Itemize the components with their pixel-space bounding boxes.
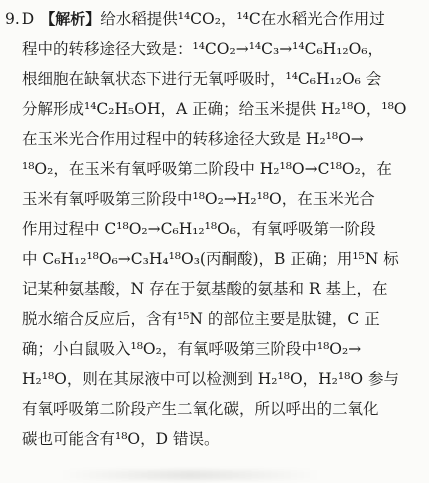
text-line-3: 根细胞在缺氧状态下进行无氧呼吸时，¹⁴C₆H₁₂O₆ 会 <box>22 70 382 88</box>
text-line-12: 确；小白鼠吸入¹⁸O₂，有氧呼吸第三阶段中¹⁸O₂→ <box>22 340 362 358</box>
analysis-label: 【解析】 <box>40 10 101 28</box>
scan-artifact <box>60 470 320 480</box>
text-line-13: H₂¹⁸O，则在其尿液中可以检测到 H₂¹⁸O，H₂¹⁸O 参与 <box>22 370 399 388</box>
text-line-14: 有氧呼吸第二阶段产生二氧化碳，所以呼出的二氧化 <box>22 400 379 418</box>
text-line-8: 作用过程中 C¹⁸O₂→C₆H₁₂¹⁸O₆，有氧呼吸第一阶段 <box>22 220 376 238</box>
text-line-15: 碳也可能含有¹⁸O，D 错误。 <box>22 430 220 448</box>
text-line-7: 玉米有氧呼吸第三阶段中¹⁸O₂→H₂¹⁸O，在玉米光合 <box>22 190 375 208</box>
text-line-11: 脱水缩合反应后，含有¹⁵N 的部位主要是肽键，C 正 <box>22 310 380 328</box>
answer-choice: D <box>21 10 35 28</box>
line-text: 给水稻提供¹⁴CO₂，¹⁴C在水稻光合作用过 <box>100 10 385 28</box>
text-line-9: 中 C₆H₁₂¹⁸O₆→C₃H₄¹⁸O₃(丙酮酸)，B 正确；用¹⁵N 标 <box>22 250 399 268</box>
question-number: 9. <box>5 10 20 28</box>
text-line-5: 在玉米光合作用过程中的转移途径大致是 H₂¹⁸O→ <box>22 130 364 148</box>
text-line-4: 分解形成¹⁴C₂H₅OH，A 正确；给玉米提供 H₂¹⁸O，¹⁸O <box>22 100 407 118</box>
text-line-1 <box>0 4 385 34</box>
text-line-6: ¹⁸O₂，在玉米有氧呼吸第二阶段中 H₂¹⁸O→C¹⁸O₂，在 <box>22 160 392 178</box>
text-line-2: 程中的转移途径大致是：¹⁴CO₂→¹⁴C₃→¹⁴C₆H₁₂O₆， <box>22 40 384 58</box>
text-line-10: 记某种氨基酸，N 存在于氨基酸的氨基和 R 基上，在 <box>22 280 388 298</box>
